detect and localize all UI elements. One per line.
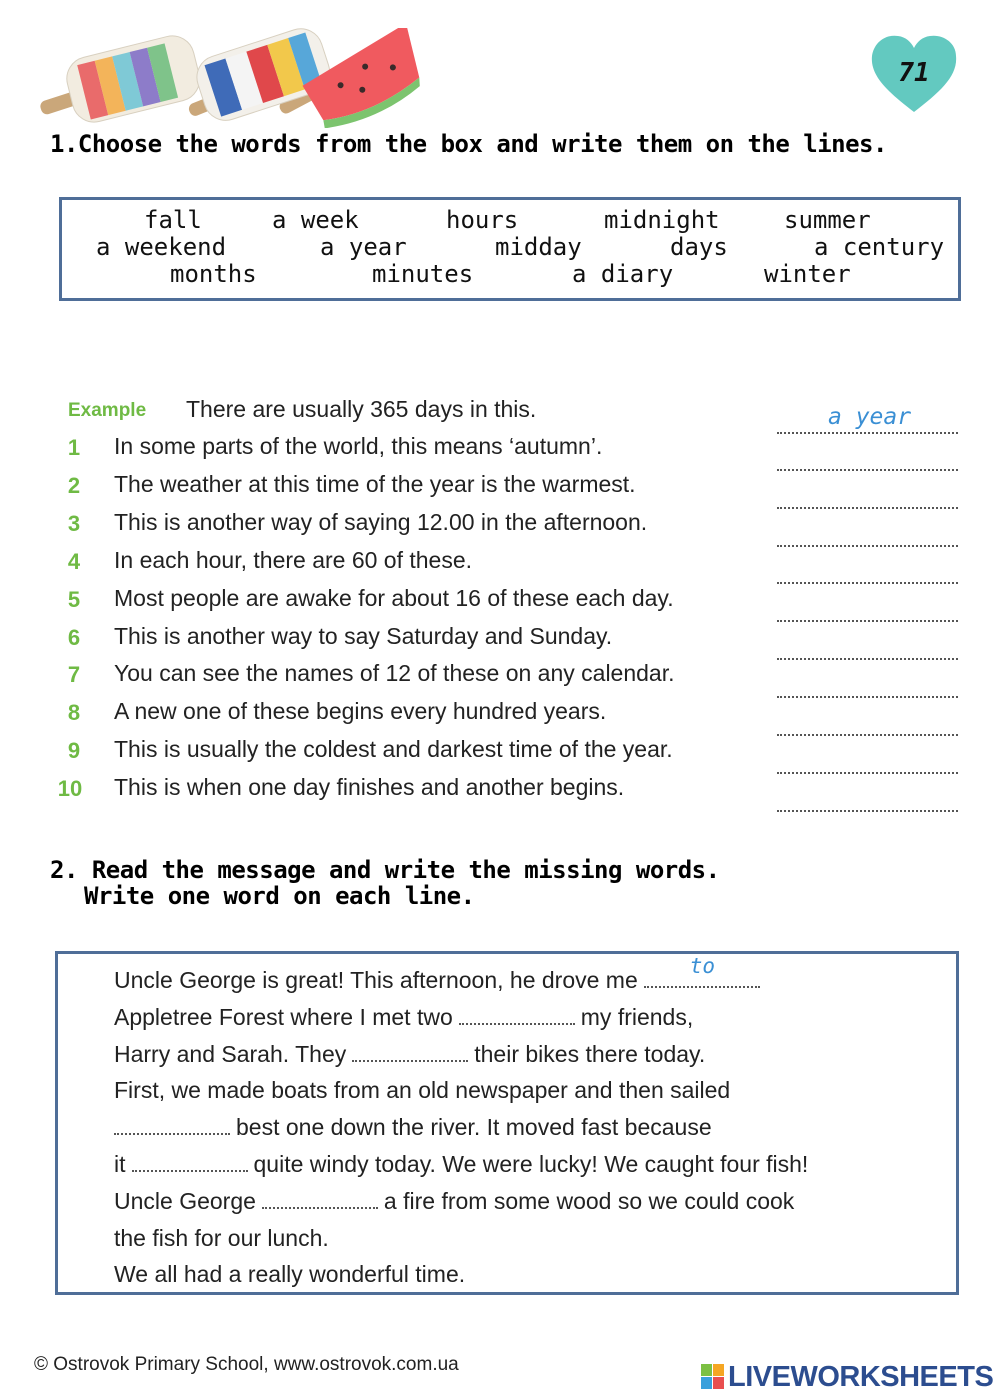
answer-line-2[interactable] — [777, 507, 958, 509]
question-number: 3 — [67, 511, 81, 536]
answer-line-4[interactable] — [777, 582, 958, 584]
message-line — [114, 1151, 808, 1178]
example-gap-answer: to — [689, 954, 716, 978]
answer-line-10[interactable] — [777, 810, 958, 812]
question-number: 10 — [57, 776, 83, 801]
question-number: 9 — [67, 738, 81, 763]
answer-line-1[interactable] — [777, 469, 958, 471]
word-box-word: summer — [784, 206, 871, 234]
question-number: 8 — [67, 700, 81, 725]
question-text: You can see the names of 12 of these on any calendar. — [114, 660, 675, 686]
question-number: 4 — [67, 549, 81, 574]
example-label: Example — [68, 400, 147, 421]
message-line: We all had a really wonderful time. — [114, 1261, 466, 1287]
message-line: First, we made boats from an old newspaper and then sailed — [114, 1077, 731, 1103]
message-text: their bikes there today. — [474, 1041, 706, 1067]
message-text: quite windy today. We were lucky! We caught four fish! — [253, 1151, 809, 1177]
question-number: 5 — [67, 587, 81, 612]
answer-line-7[interactable] — [777, 696, 958, 698]
question-text: Most people are awake for about 16 of these each day. — [114, 585, 674, 611]
question-text: This is another way of saying 12.00 in the afternoon. — [114, 509, 648, 535]
question-number: 7 — [67, 662, 81, 687]
answer-line-9[interactable] — [777, 772, 958, 774]
example-gap — [644, 954, 760, 988]
question-text: In each hour, there are 60 of these. — [114, 547, 473, 573]
message-line — [114, 1188, 794, 1215]
message-text: Appletree Forest where I met two — [114, 1004, 453, 1030]
word-box-word: a diary — [572, 260, 674, 288]
gap-4[interactable] — [132, 1156, 248, 1172]
word-box-word: a week — [272, 206, 359, 234]
question-number: 6 — [67, 625, 81, 650]
gap-1[interactable] — [459, 1009, 575, 1025]
question-text: In some parts of the world, this means ‘autumn’. — [114, 433, 603, 459]
popsicles-illustration — [38, 28, 428, 128]
word-box-word: days — [670, 233, 728, 261]
example-text: There are usually 365 days in this. — [186, 396, 537, 422]
question-text: This is another way to say Saturday and Sunday. — [114, 623, 613, 649]
word-box-word: fall — [144, 206, 202, 234]
message-line — [114, 1004, 693, 1031]
message-text: it — [114, 1151, 126, 1177]
message-line: the fish for our lunch. — [114, 1225, 329, 1251]
word-box-word: hours — [446, 206, 519, 234]
message-text: my friends, — [580, 1004, 694, 1030]
answer-line-8[interactable] — [777, 734, 958, 736]
word-box-word: midnight — [604, 206, 720, 234]
message-line — [114, 1041, 705, 1068]
question-number: 1 — [67, 435, 81, 460]
word-box-word: months — [170, 260, 257, 288]
word-box-word: winter — [764, 260, 851, 288]
brand-text: LIVEWORKSHEETS — [728, 1360, 994, 1393]
message-line — [114, 954, 766, 994]
question-number: 2 — [67, 473, 81, 498]
message-text: a fire from some wood so we could cook — [383, 1188, 795, 1214]
message-text: Uncle George is great! This afternoon, he drove me — [114, 967, 638, 993]
task1-title: 1.Choose the words from the box and write them on the lines. — [50, 130, 887, 158]
page-number: 71 — [898, 58, 930, 88]
example-answer: a year — [828, 404, 912, 430]
example-answer-line — [777, 432, 958, 434]
brand-logo[interactable] — [700, 1360, 993, 1394]
question-text: This is usually the coldest and darkest time of the year. — [114, 736, 673, 762]
word-box-word: minutes — [372, 260, 474, 288]
message-text: Harry and Sarah. They — [114, 1041, 347, 1067]
word-box-word: a century — [814, 233, 945, 261]
question-text: This is when one day finishes and another begins. — [114, 774, 625, 800]
word-box-word: a year — [320, 233, 407, 261]
word-box — [59, 197, 961, 301]
answer-line-3[interactable] — [777, 545, 958, 547]
answer-line-5[interactable] — [777, 620, 958, 622]
message-text: best one down the river. It moved fast because — [236, 1114, 712, 1140]
copyright-text: © Ostrovok Primary School, www.ostrovok.com.ua — [34, 1354, 459, 1375]
answer-line-6[interactable] — [777, 658, 958, 660]
question-text: The weather at this time of the year is the warmest. — [114, 471, 636, 497]
task2-subtitle: Write one word on each line. — [84, 882, 475, 910]
gap-2[interactable] — [352, 1046, 468, 1062]
question-text: A new one of these begins every hundred years. — [114, 698, 607, 724]
message-text: Uncle George — [114, 1188, 256, 1214]
message-line — [114, 1114, 712, 1141]
liveworksheets-logo-icon — [700, 1362, 726, 1392]
gap-3[interactable] — [114, 1119, 230, 1135]
word-box-word: a weekend — [96, 233, 227, 261]
word-box-word: midday — [495, 233, 582, 261]
gap-5[interactable] — [262, 1193, 378, 1209]
task2-title: 2. Read the message and write the missing words. — [50, 856, 720, 884]
